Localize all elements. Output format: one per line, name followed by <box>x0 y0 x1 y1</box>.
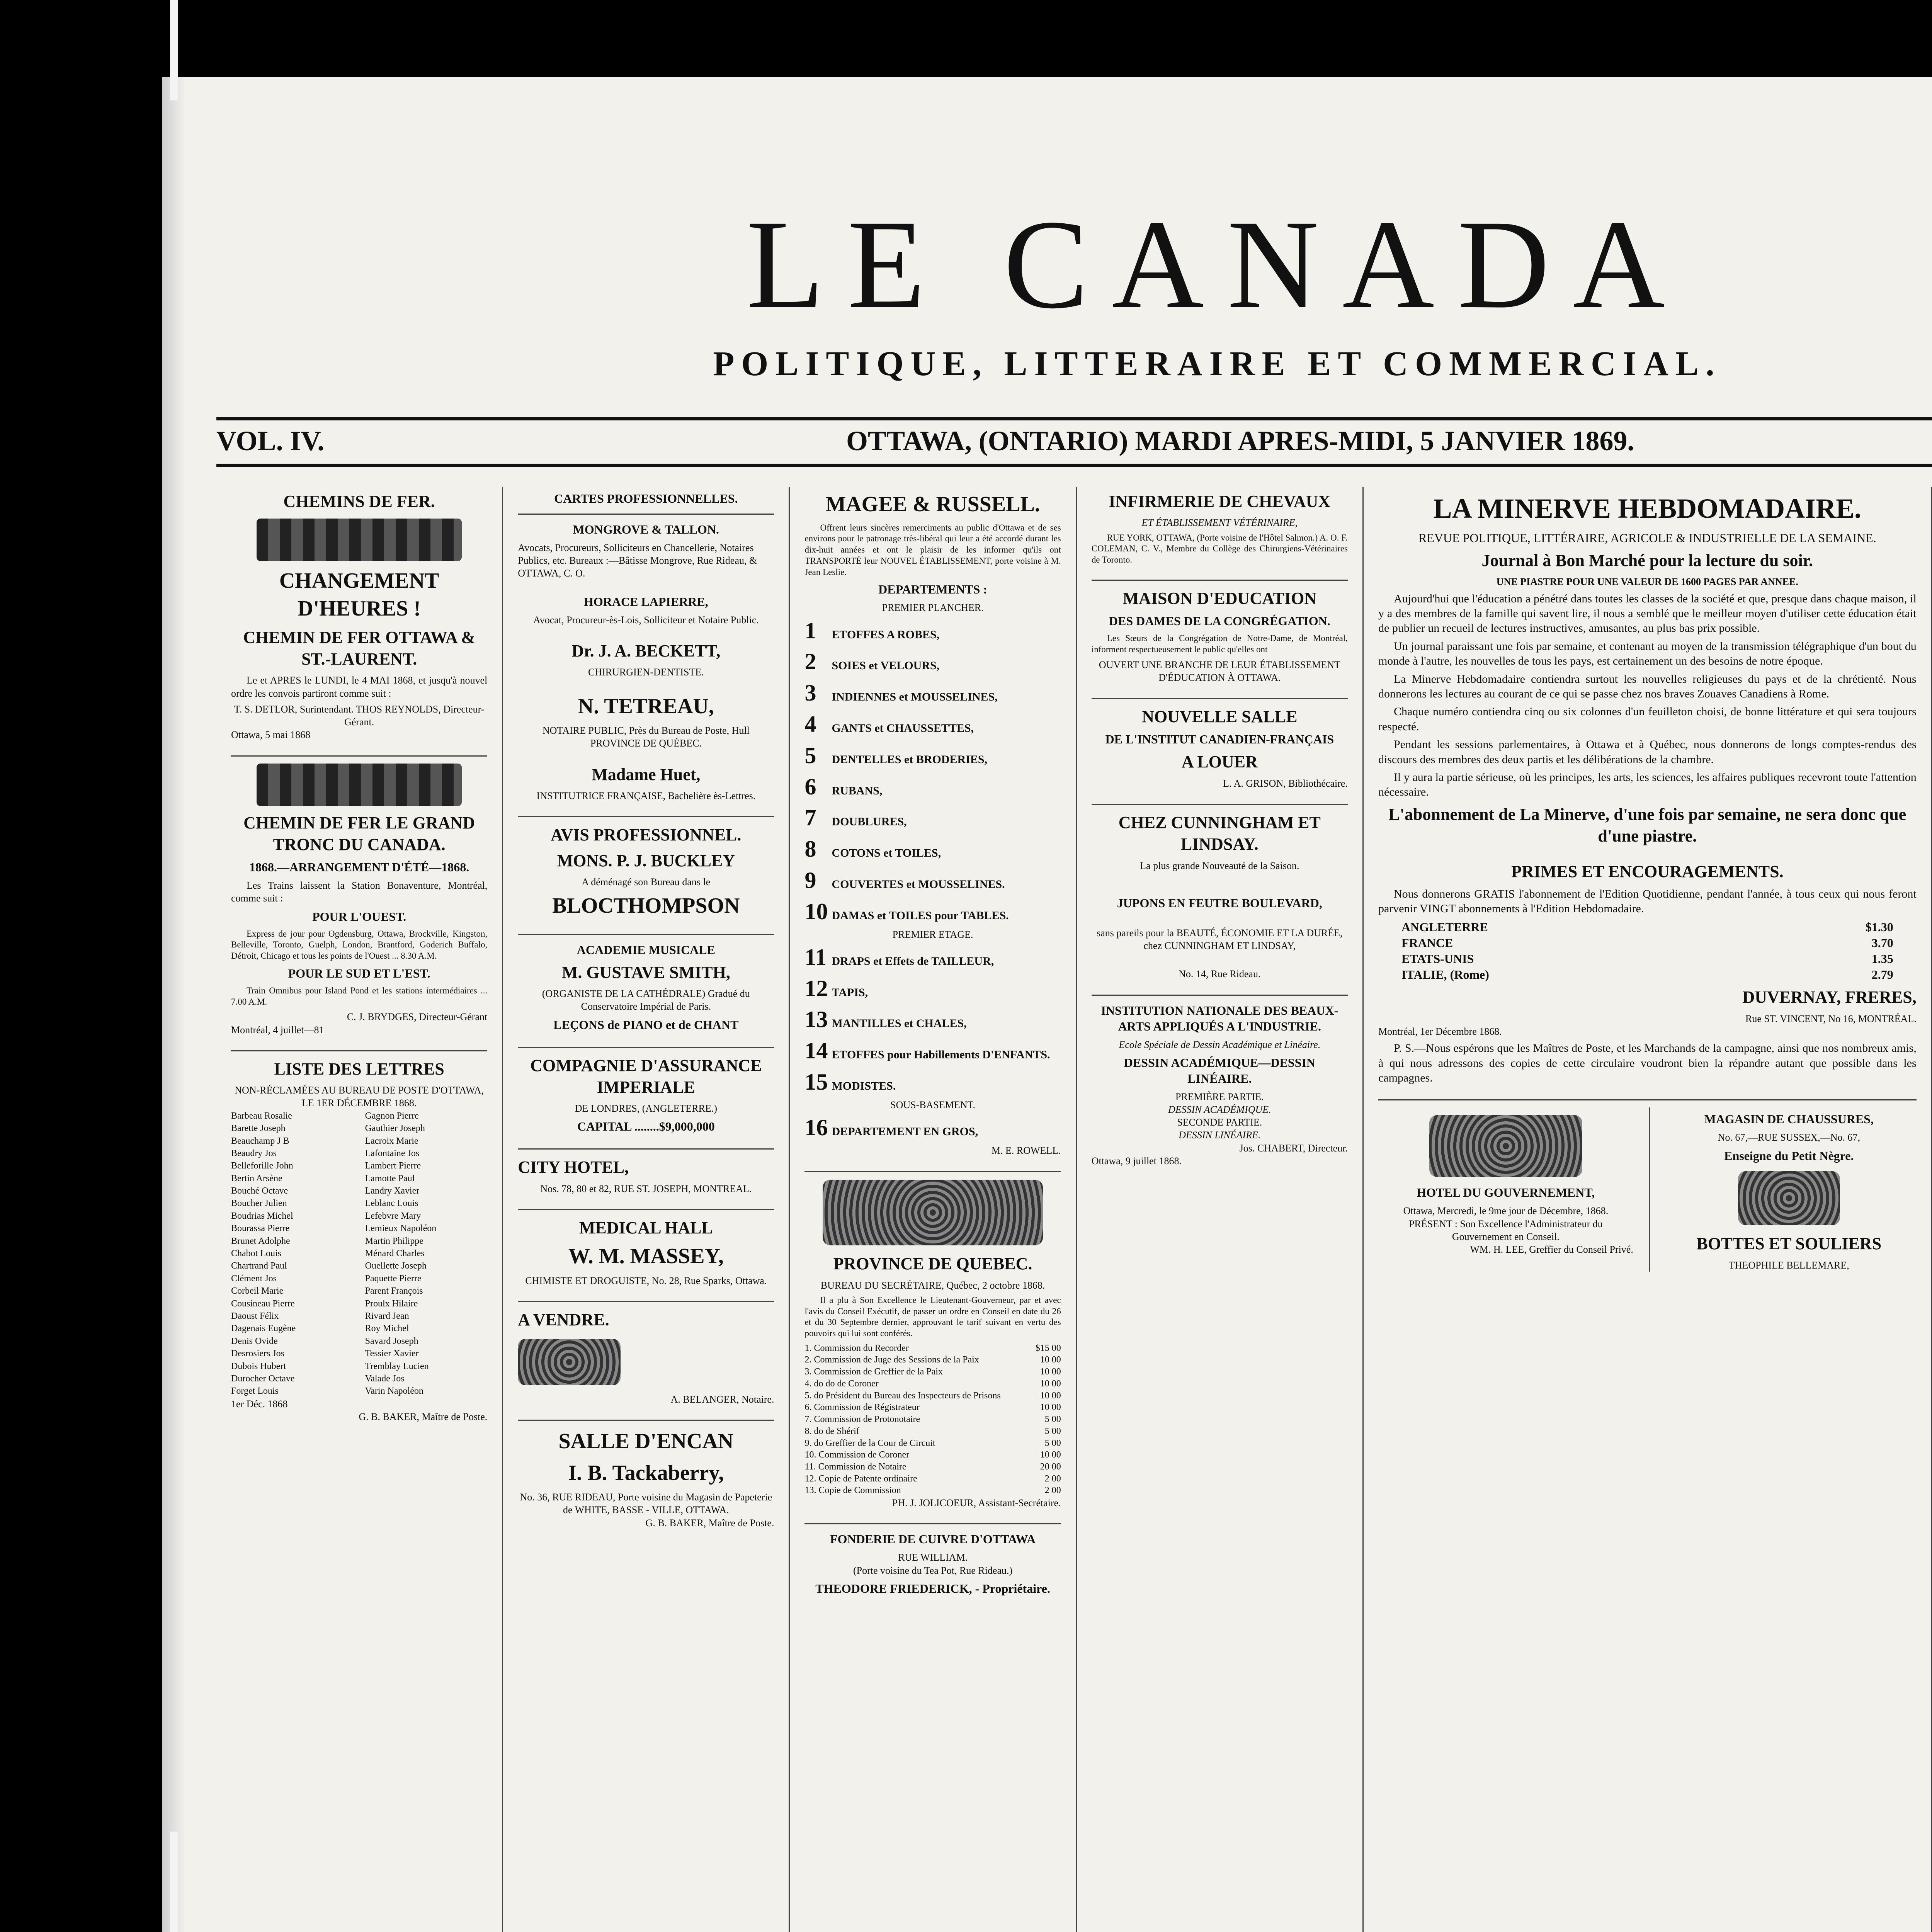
fee-amount: 5 00 <box>1044 1414 1061 1425</box>
fee-list <box>804 1342 1061 1497</box>
cunningham-text: La plus grande Nouveauté de la Saison. <box>1140 860 1299 871</box>
fee-item: 9. do Greffier de la Cour de Circuit <box>804 1438 935 1448</box>
part2-title: DESSIN LINÉAIRE. <box>1179 1129 1261 1141</box>
fee-amount: $15 00 <box>1035 1343 1061 1353</box>
bottom-notices <box>1378 1107 1917 1272</box>
department-item <box>804 741 1061 770</box>
infirmerie-sub: ET ÉTABLISSEMENT VÉTÉRINAIRE, <box>1141 517 1298 529</box>
assurance-capital: CAPITAL ........$9,000,000 <box>577 1119 715 1134</box>
buckley-name: MONS. P. J. BUCKLEY <box>557 851 735 870</box>
card-lapierre: HORACE LAPIERRE, <box>583 594 708 609</box>
masthead-rule <box>216 417 1932 420</box>
city-hotel-title: CITY HOTEL, <box>518 1158 629 1177</box>
province-text: Il a plu à Son Excellence le Lieutenant-Gouverneur, par et avec l'avis du Conseil Exécutif, de passer un ordre en Conseil en date du 26 et du 30 Septembre dernier, approuvant le tarif suivant en vertu des pouvoirs qui lui sont conférés. <box>804 1295 1061 1338</box>
department-label: COUVERTES et MOUSSELINES. <box>832 878 1005 891</box>
department-list-1 <box>804 616 1061 927</box>
letter-name: Daoust Félix <box>231 1311 279 1321</box>
medical-hall-title: MEDICAL HALL <box>579 1218 713 1238</box>
railway-header: CHEMINS DE FER. <box>283 492 435 511</box>
fee-row <box>804 1342 1061 1354</box>
letter-name: Tremblay Lucien <box>365 1361 429 1371</box>
card-lapierre-text: Avocat, Procureur-ès-Lois, Solliciteur et Notaire Public. <box>533 614 759 626</box>
minerve-paragraph-5: Pendant les sessions parlementaires, à Ottawa et à Québec, nous donnerons de longs comptes-rendus des discours des membres des deux partis et les délibérations de la chambre. <box>1378 738 1917 766</box>
letter-name: Savard Joseph <box>365 1336 418 1346</box>
department-number: 4 <box>804 711 816 737</box>
letter-name: Cousineau Pierre <box>231 1298 295 1309</box>
fee-amount: 2 00 <box>1044 1473 1061 1484</box>
letter-name: Valade Jos <box>365 1373 405 1384</box>
price-country: ETATS-UNIS <box>1401 952 1474 966</box>
department-item <box>804 974 1061 1003</box>
fee-item: 8. do de Shérif <box>804 1426 859 1436</box>
price-row <box>1378 935 1917 951</box>
department-label: DRAPS et Effets de TAILLEUR, <box>832 954 994 968</box>
letter-name: Lafontaine Jos <box>365 1148 420 1158</box>
encan-text: No. 36, RUE RIDEAU, Porte voisine du Magasin de Papeterie de WHITE, BASSE - VILLE, OTTAWA. <box>520 1492 772 1516</box>
letter-name: Proulx Hilaire <box>365 1298 418 1309</box>
letter-name: Gagnon Pierre <box>365 1111 419 1121</box>
department-number: 14 <box>804 1038 828 1064</box>
fee-row <box>804 1485 1061 1497</box>
department-number: 2 <box>804 649 816 675</box>
letter-name: Lamotte Paul <box>365 1173 415 1184</box>
store-text: Offrent leurs sincères remerciments au public d'Ottawa et de ses environs pour le patronage très-libéral qui leur a été accordé durant les dix-huit années et ont le plaisir de les informer qu'ils ont TRANSPORTÉ leur NOUVEL ÉTABLISSEMENT, porte voisine à M. Jean Leslie. <box>804 522 1061 577</box>
department-label: DENTELLES et BRODERIES, <box>832 753 988 766</box>
medical-hall-text: CHIMISTE ET DROGUISTE, No. 28, Rue Sparks, Ottawa. <box>525 1275 767 1286</box>
fee-item: 6. Commission de Régistrateur <box>804 1402 920 1413</box>
newspaper-title: LE CANADA <box>746 194 1688 335</box>
education-sub: DES DAMES DE LA CONGRÉGATION. <box>1109 614 1330 628</box>
department-item <box>804 1036 1061 1066</box>
department-number: 1 <box>804 617 816 643</box>
floor1-label: PREMIER PLANCHER. <box>882 602 984 614</box>
card-beckett-text: CHIRURGIEN-DENTISTE. <box>588 667 704 678</box>
price-amount: 2.79 <box>1871 968 1893 982</box>
letters-signature: G. B. BAKER, Maître de Poste. <box>359 1411 488 1422</box>
shoes-address: No. 67,—RUE SUSSEX,—No. 67, <box>1718 1132 1860 1143</box>
city-hotel-text: Nos. 78, 80 et 82, RUE ST. JOSEPH, MONTREAL. <box>540 1183 752 1194</box>
minerve-paragraph-1: Aujourd'hui que l'éducation a pénétré dans toutes les classes de la société et que, presque dans chaque maison, il y a des membres de la famille qui savent lire, il nous a semblé que le meilleur moyen d'utiliser cette éducation était de publier un recueil de lectures instructives, amusantes, au plus bas prix possible. <box>1378 592 1917 635</box>
fee-amount: 10 00 <box>1040 1450 1061 1460</box>
department-number: 11 <box>804 944 827 970</box>
fee-amount: 10 00 <box>1040 1378 1061 1389</box>
department-label: ETOFFES pour Habillements D'ENFANTS. <box>832 1048 1050 1061</box>
postscript: P. S.—Nous espérons que les Maîtres de Poste, et les Marchands de la campagne, ainsi que nos nombreux amis, à qui nous adressons des copies de cette circulaire voudront bien la répandre autant que possible dans les campagnes. <box>1378 1042 1917 1084</box>
fee-row <box>804 1473 1061 1485</box>
masthead <box>162 194 1932 384</box>
grand-trunk-west-text: Express de jour pour Ogdensburg, Ottawa, Brockville, Kingston, Belleville, Toronto, Guelph, London, Brantford, Goderich Buffalo, Détroit, Chicago et tous les points de l'Ouest ... 8.30 A.M. <box>231 929 488 961</box>
letter-name: Bertin Arsène <box>231 1173 282 1184</box>
letter-name: Chabot Louis <box>231 1248 281 1259</box>
institution-sub: Ecole Spéciale de Dessin Académique et Linéaire. <box>1119 1039 1321 1050</box>
letter-name: Leblanc Louis <box>365 1198 418 1209</box>
medical-hall-name: W. M. MASSEY, <box>568 1244 724 1269</box>
fonderie-text: (Porte voisine du Tea Pot, Rue Rideau.) <box>853 1565 1013 1576</box>
letter-name: Chartrand Paul <box>231 1261 287 1271</box>
academie-text: (ORGANISTE DE LA CATHÉDRALE) Gradué du Conservatoire Impérial de Paris. <box>542 988 750 1012</box>
salle-title: NOUVELLE SALLE <box>1142 707 1298 726</box>
fee-row <box>804 1449 1061 1461</box>
letter-name: Clément Jos <box>231 1273 277 1284</box>
letter-name: Dubois Hubert <box>231 1361 286 1371</box>
fee-row <box>804 1425 1061 1437</box>
letter-name: Lacroix Marie <box>365 1136 418 1146</box>
department-label: RUBANS, <box>832 784 883 797</box>
house-illustration <box>518 1339 620 1385</box>
card-tetreau: N. TETREAU, <box>578 694 714 718</box>
minerve-subscription: L'abonnement de La Minerve, d'une fois par semaine, ne sera donc que d'une piastre. <box>1388 804 1906 846</box>
encan-name: I. B. Tackaberry, <box>568 1461 724 1485</box>
provincial-arms-illustration <box>823 1180 1043 1245</box>
department-label: SOIES et VELOURS, <box>832 659 940 672</box>
letter-name: Belleforille John <box>231 1161 293 1171</box>
grand-trunk-date: Montréal, 4 juillet—81 <box>231 1024 324 1036</box>
fee-row <box>804 1413 1061 1425</box>
floor2-label: PREMIER ETAGE. <box>892 929 973 940</box>
institution-title: INSTITUTION NATIONALE DES BEAUX-ARTS APPLIQUÉS A L'INDUSTRIE. <box>1101 1003 1338 1033</box>
department-label: DEPARTEMENT EN GROS, <box>832 1125 978 1138</box>
province-title: PROVINCE DE QUEBEC. <box>833 1254 1032 1274</box>
department-item <box>804 897 1061 927</box>
gov-present: PRÉSENT : Son Excellence l'Administrateur du Gouvernement en Conseil. <box>1409 1218 1603 1242</box>
price-row <box>1378 919 1917 935</box>
fee-amount: 10 00 <box>1040 1402 1061 1413</box>
ottawa-stlaurent-date: Ottawa, 5 mai 1868 <box>231 729 311 741</box>
education-branch: OUVERT UNE BRANCHE DE LEUR ÉTABLISSEMENT D'ÉDUCATION À OTTAWA. <box>1099 659 1340 683</box>
salle-sub: DE L'INSTITUT CANADIEN-FRANÇAIS <box>1105 732 1334 747</box>
ottawa-stlaurent-text: Le et APRES le LUNDI, le 4 MAI 1868, et jusqu'à nouvel ordre les convois partiront comme suit : <box>231 675 488 699</box>
card-tetreau-text: NOTAIRE PUBLIC, Près du Bureau de Poste, Hull PROVINCE DE QUÉBEC. <box>542 725 750 749</box>
fee-item: 10. Commission de Coroner <box>804 1450 910 1460</box>
department-label: DOUBLURES, <box>832 815 907 828</box>
letter-name: Gauthier Joseph <box>365 1123 425 1134</box>
fee-row <box>804 1354 1061 1366</box>
grand-trunk-south-header: POUR LE SUD ET L'EST. <box>288 966 430 980</box>
department-number: 16 <box>804 1115 828 1141</box>
department-label: GANTS et CHAUSSETTES, <box>832 722 974 735</box>
fee-item: 5. do Président du Bureau des Inspecteurs de Prisons <box>804 1390 1001 1401</box>
minerve-title: LA MINERVE HEBDOMADAIRE. <box>1433 493 1862 524</box>
column-institutions <box>1077 487 1364 1932</box>
fee-row <box>804 1378 1061 1390</box>
fee-row <box>804 1437 1061 1449</box>
grand-trunk-west-header: POUR L'OUEST. <box>312 909 406 923</box>
scan-edge-mark-top <box>170 0 178 100</box>
letter-name: Tessier Xavier <box>365 1349 419 1359</box>
fee-amount: 10 00 <box>1040 1355 1061 1365</box>
vendre-signature: A. BELANGER, Notaire. <box>670 1393 774 1405</box>
buckley-building: BLOCTHOMPSON <box>552 894 740 918</box>
department-label: COTONS et TOILES, <box>832 847 941 860</box>
shoes-title: MAGASIN DE CHAUSSURES, <box>1704 1112 1874 1126</box>
letter-name: Paquette Pierre <box>365 1273 422 1284</box>
column-railways <box>216 487 503 1932</box>
fee-item: 11. Commission de Notaire <box>804 1461 906 1472</box>
department-item <box>804 942 1061 972</box>
locomotive-illustration <box>257 519 462 561</box>
department-number: 8 <box>804 836 816 862</box>
volume-label: VOL. IV. <box>216 425 325 456</box>
columns <box>216 487 1932 1932</box>
department-list-2 <box>804 942 1061 1097</box>
fee-item: 1. Commission du Recorder <box>804 1343 909 1353</box>
department-number: 9 <box>804 867 816 893</box>
grand-trunk-title: CHEMIN DE FER LE GRAND TRONC DU CANADA. <box>243 813 475 854</box>
fee-item: 13. Copie de Commission <box>804 1485 901 1496</box>
academie-name: M. GUSTAVE SMITH, <box>561 963 730 982</box>
letter-name: Boudrias Michel <box>231 1211 293 1221</box>
jupons-text: sans pareils pour la BEAUTÉ, ÉCONOMIE ET LA DURÉE, chez CUNNINGHAM ET LINDSAY, <box>1097 927 1343 952</box>
fonderie-title: FONDERIE DE CUIVRE D'OTTAWA <box>830 1532 1036 1546</box>
buckley-text: A déménagé son Bureau dans le <box>582 876 711 888</box>
department-label: INDIENNES et MOUSSELINES, <box>832 690 998 704</box>
card-mongrove-text: Avocats, Procureurs, Solliciteurs en Chancellerie, Notaires Publics, etc. Bureaux :—Bâtisse Mongrove, Rue Rideau, & OTTAWA, C. O. <box>518 542 757 579</box>
fee-amount: 20 00 <box>1040 1461 1061 1472</box>
minerve-paragraph-4: Chaque numéro contiendra cinq ou six colonnes d'un feuilleton choisi, de bonne littérature et qui sera toujours respecté. <box>1378 705 1917 733</box>
departments-header: DEPARTEMENTS : <box>878 582 988 597</box>
gov-title: HOTEL DU GOUVERNEMENT, <box>1417 1185 1595 1200</box>
department-item <box>804 772 1061 802</box>
letter-name: Martin Philippe <box>365 1236 423 1246</box>
letter-name: Brunet Adolphe <box>231 1236 290 1246</box>
shoes-owner: THEOPHILE BELLEMARE, <box>1728 1259 1849 1271</box>
fee-item: 12. Copie de Patente ordinaire <box>804 1473 917 1484</box>
encan-signature: G. B. BAKER, Maître de Poste. <box>645 1517 774 1529</box>
government-notice <box>1378 1107 1633 1272</box>
education-title: MAISON D'EDUCATION <box>1122 588 1317 608</box>
fee-amount: 5 00 <box>1044 1438 1061 1448</box>
department-item <box>804 709 1061 739</box>
part1-label: PREMIÈRE PARTIE. <box>1175 1091 1264 1102</box>
primes-text: Nous donnerons GRATIS l'abonnement de l'Edition Quotidienne, pendant l'année, à tous ceux qui nous feront parvenir VINGT abonnements à l'Edition Hebdomadaire. <box>1378 887 1917 915</box>
price-country: ANGLETERRE <box>1401 920 1488 934</box>
letter-name: Beaudry Jos <box>231 1148 277 1158</box>
minerve-tagline: Journal à Bon Marché pour la lecture du soir. <box>1481 551 1813 570</box>
part2-label: SECONDE PARTIE. <box>1177 1117 1262 1128</box>
price-amount: $1.30 <box>1865 920 1893 934</box>
department-item <box>804 803 1061 833</box>
card-beckett: Dr. J. A. BECKETT, <box>571 641 721 660</box>
store-title: MAGEE & RUSSELL. <box>825 492 1040 516</box>
letter-name: Desrosiers Jos <box>231 1349 284 1359</box>
fonderie-sub: RUE WILLIAM. <box>898 1552 968 1563</box>
assurance-title: COMPAGNIE D'ASSURANCE IMPERIALE <box>530 1056 762 1097</box>
cards-header: CARTES PROFESSIONNELLES. <box>554 492 738 505</box>
dateline-rule <box>216 464 1932 467</box>
column-minerve <box>1364 487 1932 1932</box>
letters-subtitle: NON-RÉCLAMÉES AU BUREAU DE POSTE D'OTTAWA, LE 1ER DÉCEMBRE 1868. <box>235 1085 484 1109</box>
department-item <box>804 1005 1061 1034</box>
price-amount: 3.70 <box>1871 936 1893 950</box>
column-magee-russell <box>790 487 1077 1932</box>
dateline <box>216 425 1932 457</box>
grand-trunk-arrangement: 1868.—ARRANGEMENT D'ÉTÉ—1868. <box>249 860 469 874</box>
department-label: DAMAS et TOILES pour TABLES. <box>832 909 1009 922</box>
price-country: ITALIE, (Rome) <box>1401 968 1489 982</box>
jupons-address: No. 14, Rue Rideau. <box>1179 968 1261 980</box>
education-text: Les Sœurs de la Congrégation de Notre-Dame, de Montréal, informent respectueusement le public qu'elles ont <box>1091 633 1348 654</box>
minerve-paragraph-6: Il y aura la partie sérieuse, où les principes, les arts, les sciences, les affaires publiques recevront toute l'attention nécessaire. <box>1378 770 1917 799</box>
assurance-sub: DE LONDRES, (ANGLETERRE.) <box>575 1103 717 1114</box>
fee-item: 7. Commission de Protonotaire <box>804 1414 920 1425</box>
petit-negre-illustration <box>1738 1171 1840 1225</box>
grand-trunk-text: Les Trains laissent la Station Bonaventure, Montréal, comme suit : <box>231 880 488 904</box>
letter-name: Ouellette Joseph <box>365 1261 427 1271</box>
department-number: 12 <box>804 975 828 1001</box>
letter-name: Boucher Julien <box>231 1198 287 1209</box>
locomotive-illustration-2 <box>257 764 462 806</box>
letter-name: Roy Michel <box>365 1323 409 1334</box>
letter-name: Bouché Octave <box>231 1186 288 1196</box>
primes-title: PRIMES ET ENCOURAGEMENTS. <box>1511 862 1784 881</box>
fee-amount: 10 00 <box>1040 1390 1061 1401</box>
fee-row <box>804 1401 1061 1413</box>
department-number: 5 <box>804 742 816 768</box>
province-sub: BUREAU DU SECRÉTAIRE, Québec, 2 octobre 1868. <box>820 1279 1045 1291</box>
grand-trunk-signature: C. J. BRYDGES, Directeur-Gérant <box>347 1011 488 1023</box>
salle-louer: A LOUER <box>1181 752 1258 772</box>
department-number: 15 <box>804 1069 828 1095</box>
schedule-change-title: CHANGEMENT D'HEURES ! <box>279 569 439 621</box>
department-number: 13 <box>804 1007 828 1032</box>
basement-label: SOUS-BASEMENT. <box>890 1099 975 1111</box>
ottawa-stlaurent-title: CHEMIN DE FER OTTAWA & ST.-LAURENT. <box>243 628 475 668</box>
letter-name: Varin Napoléon <box>365 1386 423 1396</box>
letters-date: 1er Déc. 1868 <box>231 1398 288 1410</box>
letter-name: Rivard Jean <box>365 1311 409 1321</box>
letter-name: Denis Ovide <box>231 1336 278 1346</box>
shoes-items: BOTTES ET SOULIERS <box>1696 1234 1882 1253</box>
publisher-name: DUVERNAY, FRERES, <box>1742 988 1917 1007</box>
scan-edge-mark-bottom <box>170 1832 178 1932</box>
letter-name: Lefebvre Mary <box>365 1211 421 1221</box>
ottawa-stlaurent-signatures: T. S. DETLOR, Surintendant. THOS REYNOLDS, Directeur-Gérant. <box>234 703 485 728</box>
fee-row <box>804 1461 1061 1473</box>
fee-row <box>804 1390 1061 1402</box>
minerve-paragraph-3: La Minerve Hebdomadaire contiendra surtout les nouvelles religieuses du pays et de la chrétienté. Nous donnerons les lectures au courant de ce qui se passe chez nos braves Zouaves Canadiens à Rome. <box>1378 672 1917 701</box>
institution-signature: Jos. CHABERT, Directeur. <box>1239 1142 1348 1154</box>
department-label: ETOFFES A ROBES, <box>832 628 940 641</box>
place-date: OTTAWA, (ONTARIO) MARDI APRES-MIDI, 5 JANVIER 1869. <box>846 425 1634 456</box>
publisher-address: Rue ST. VINCENT, No 16, MONTRÉAL. <box>1745 1013 1917 1024</box>
fonderie-owner: THEODORE FRIEDERICK, - Propriétaire. <box>815 1581 1050 1595</box>
department-label: MODISTES. <box>832 1080 896 1093</box>
shoe-store-ad <box>1649 1107 1917 1272</box>
fee-amount: 10 00 <box>1040 1367 1061 1377</box>
letter-name: Parent François <box>365 1286 423 1296</box>
minerve-offer: UNE PIASTRE POUR UNE VALEUR DE 1600 PAGES PAR ANNEE. <box>1496 576 1798 588</box>
vendre-title: A VENDRE. <box>518 1310 609 1330</box>
minerve-sub: REVUE POLITIQUE, LITTÉRAIRE, AGRICOLE & INDUSTRIELLE DE LA SEMAINE. <box>1418 531 1876 545</box>
publisher-date: Montréal, 1er Décembre 1868. <box>1378 1026 1502 1037</box>
letter-name: Durocher Octave <box>231 1373 295 1384</box>
letter-name: Barette Joseph <box>231 1123 286 1134</box>
province-signature: PH. J. JOLICOEUR, Assistant-Secrétaire. <box>892 1497 1061 1509</box>
column-professional-cards <box>503 487 790 1932</box>
fee-item: 4. do do de Coroner <box>804 1378 879 1389</box>
letter-name: Dagenais Eugène <box>231 1323 296 1334</box>
price-row <box>1378 967 1917 983</box>
fee-row <box>804 1366 1061 1378</box>
letter-name: Barbeau Rosalie <box>231 1111 292 1121</box>
fee-amount: 2 00 <box>1044 1485 1061 1496</box>
avis-header: AVIS PROFESSIONNEL. <box>551 825 742 845</box>
letter-name: Bourassa Pierre <box>231 1223 290 1234</box>
department-item <box>804 616 1061 646</box>
card-mongrove-tallon: MONGROVE & TALLON. <box>573 522 719 536</box>
minerve-paragraph-2: Un journal paraissant une fois par semaine, et contenant au moyen de la transmission télégraphique d'un bout du monde à l'autre, les nouvelles de tous les pays, est certainement un des besoins de notre époque. <box>1378 639 1917 668</box>
price-list <box>1378 919 1917 983</box>
fee-item: 3. Commission de Greffier de la Paix <box>804 1367 943 1377</box>
fee-item: 2. Commission de Juge des Sessions de la Paix <box>804 1355 979 1365</box>
letter-name: Forget Louis <box>231 1386 279 1396</box>
salle-signature: L. A. GRISON, Bibliothécaire. <box>1223 777 1348 789</box>
department-item <box>804 866 1061 895</box>
card-huet: Madame Huet, <box>592 765 701 784</box>
grand-trunk-south-text: Train Omnibus pour Island Pond et les stations intermédiaires ... 7.00 A.M. <box>231 985 488 1007</box>
department-item <box>804 1067 1061 1097</box>
letter-name: Corbeil Marie <box>231 1286 284 1296</box>
infirmerie-text: RUE YORK, OTTAWA, (Porte voisine de l'Hôtel Salmon.) A. O. F. COLEMAN, C. V., Membre du Collège des Chirurgiens-Vétérinaires de Toronto. <box>1091 532 1348 565</box>
department-number: 6 <box>804 774 816 799</box>
department-list-3 <box>804 1113 1061 1143</box>
price-amount: 1.35 <box>1871 952 1893 966</box>
fee-amount: 5 00 <box>1044 1426 1061 1436</box>
department-item <box>804 834 1061 864</box>
royal-arms-illustration <box>1429 1115 1582 1177</box>
academie-lessons: LEÇONS de PIANO et de CHANT <box>553 1017 739 1032</box>
letter-name: Lambert Pierre <box>365 1161 421 1171</box>
newspaper-page <box>162 77 1932 1932</box>
letter-name: Ménard Charles <box>365 1248 425 1259</box>
letters-title: LISTE DES LETTRES <box>274 1059 444 1078</box>
shoes-sign: Enseigne du Petit Nègre. <box>1724 1148 1854 1163</box>
card-huet-text: INSTITUTRICE FRANÇAISE, Bachelière ès-Lettres. <box>536 790 756 802</box>
letters-list <box>231 1110 487 1398</box>
cunningham-title: CHEZ CUNNINGHAM ET LINDSAY. <box>1118 813 1321 854</box>
department-number: 10 <box>804 898 828 924</box>
gov-date: Ottawa, Mercredi, le 9me jour de Décembre, 1868. <box>1403 1205 1609 1217</box>
letter-name: Beauchamp J B <box>231 1136 289 1146</box>
department-number: 3 <box>804 680 816 706</box>
letter-name: Landry Xavier <box>365 1186 420 1196</box>
department-number: 7 <box>804 805 816 831</box>
price-row <box>1378 951 1917 967</box>
academie-title: ACADEMIE MUSICALE <box>577 942 715 957</box>
infirmerie-title: INFIRMERIE DE CHEVAUX <box>1109 492 1331 511</box>
part1-title: DESSIN ACADÉMIQUE. <box>1168 1104 1271 1115</box>
store-signature: M. E. ROWELL. <box>991 1145 1061 1156</box>
letter-name: Lemieux Napoléon <box>365 1223 437 1234</box>
jupons-title: JUPONS EN FEUTRE BOULEVARD, <box>1117 896 1322 910</box>
institution-date: Ottawa, 9 juillet 1868. <box>1091 1155 1182 1167</box>
department-label: MANTILLES et CHALES, <box>832 1017 967 1030</box>
department-item <box>804 678 1061 708</box>
programme-title: DESSIN ACADÉMIQUE—DESSIN LINÉAIRE. <box>1124 1055 1315 1085</box>
gov-signature: WM. H. LEE, Greffier du Conseil Privé. <box>1470 1244 1633 1255</box>
newspaper-subtitle: POLITIQUE, LITTERAIRE ET COMMERCIAL. <box>713 345 1721 383</box>
department-item <box>804 647 1061 677</box>
price-country: FRANCE <box>1401 936 1453 950</box>
department-label: TAPIS, <box>832 986 868 999</box>
department-item <box>804 1113 1061 1143</box>
encan-title: SALLE D'ENCAN <box>558 1429 734 1453</box>
